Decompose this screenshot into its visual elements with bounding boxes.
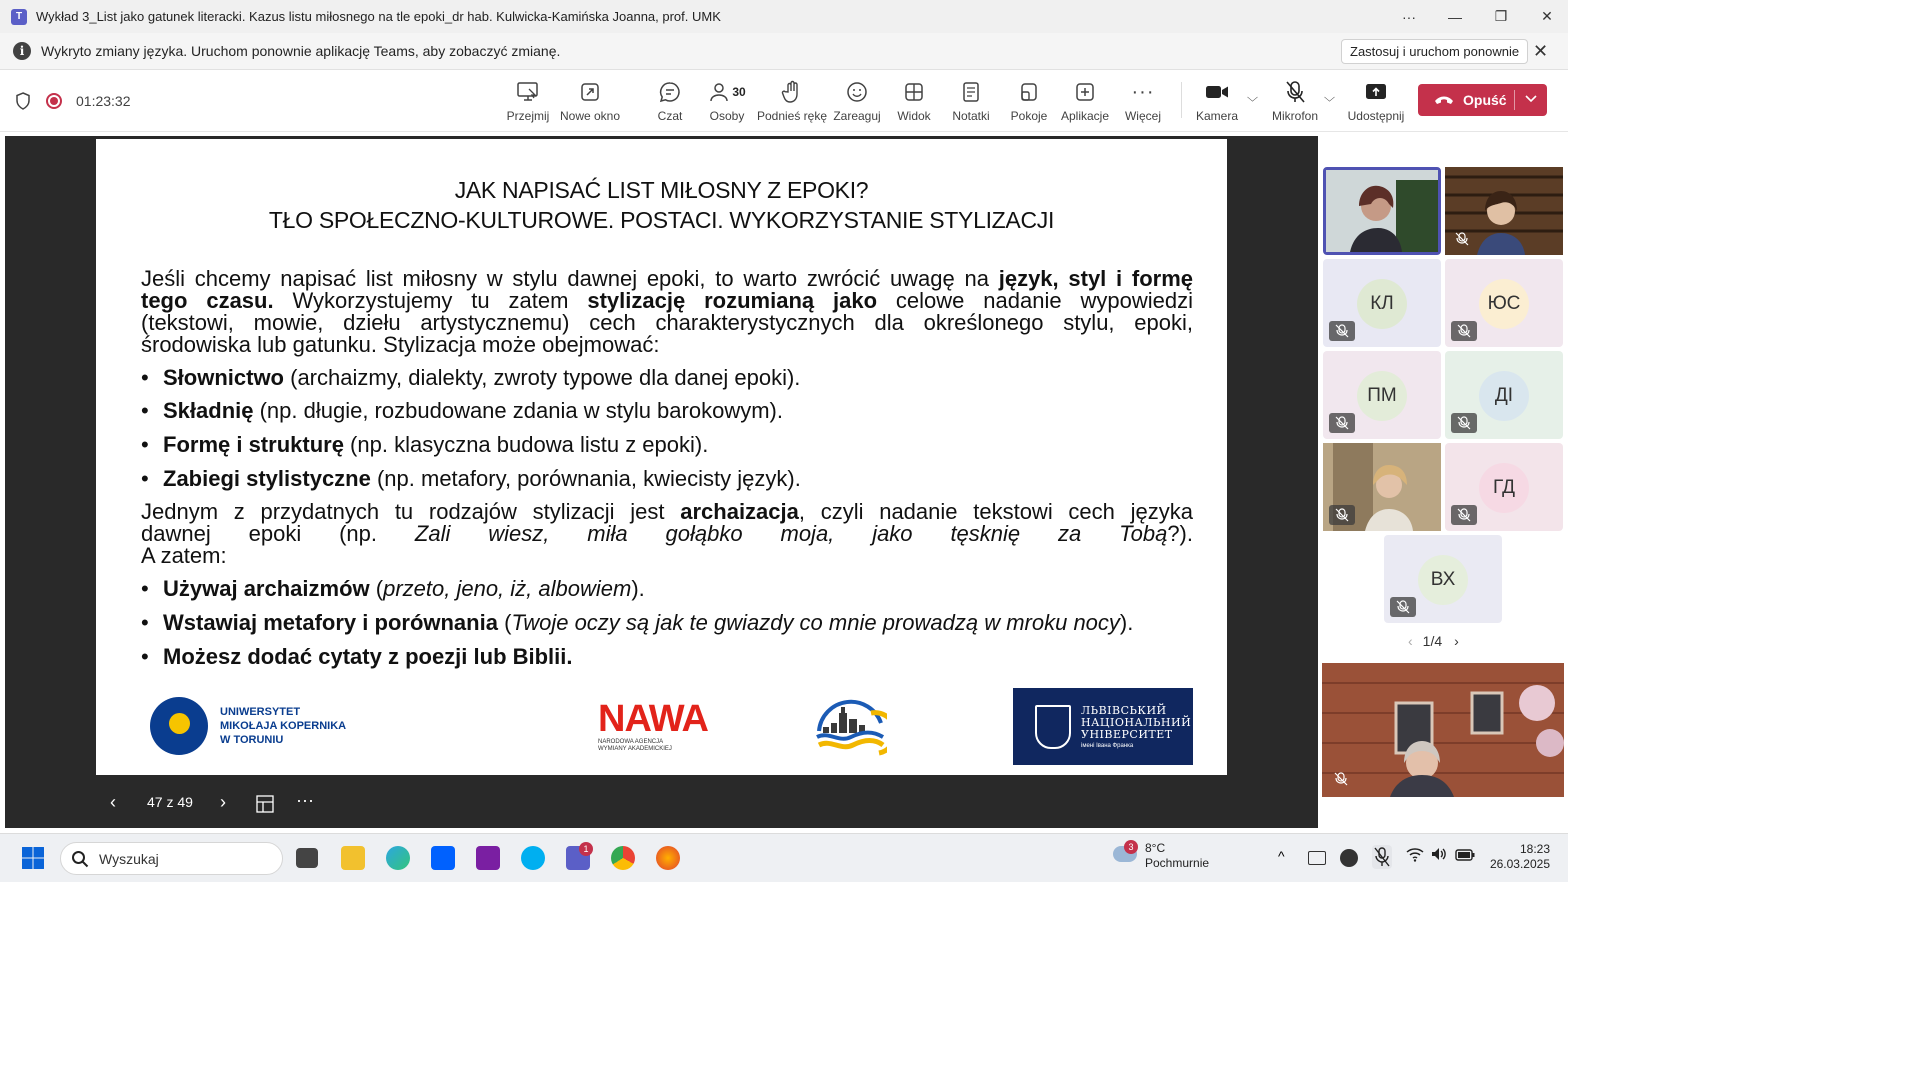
apps-icon [1074, 79, 1096, 105]
edge-browser-icon[interactable] [386, 846, 410, 870]
apps-label: Aplikacje [1060, 109, 1110, 123]
view-button[interactable] [895, 70, 933, 132]
city-logo-icon [811, 693, 887, 759]
next-page-icon[interactable]: › [1454, 633, 1459, 649]
slide-title-line-2: TŁO SPOŁECZNO-KULTUROWE. POSTACI. WYKORZYSTANIE STYLIZACJI [268, 207, 1055, 233]
people-count: 30 [732, 85, 746, 99]
participant-avatar: ДІ [1479, 371, 1529, 421]
leave-button[interactable] [1418, 84, 1547, 116]
slide-page-indicator: 47 z 49 [147, 794, 193, 810]
shared-content-stage [5, 136, 1318, 828]
muted-mic-icon [1390, 597, 1416, 617]
participants-pager: ‹ 1/4 › [1408, 633, 1459, 649]
weather-widget[interactable] [1145, 841, 1209, 871]
camera-label: Kamera [1195, 109, 1239, 123]
microphone-label: Mikrofon [1271, 109, 1318, 123]
rooms-label: Pokoje [1010, 109, 1048, 123]
windows-taskbar [0, 833, 1568, 882]
lnu-logo: ЛЬВІВСЬКИЙ НАЦІОНАЛЬНИЙ УНІВЕРСИТЕТ імені Івана Франка [1013, 688, 1193, 765]
participant-tile[interactable] [1445, 443, 1563, 531]
file-explorer-icon[interactable] [341, 846, 365, 870]
react-label: Zareaguj [833, 109, 881, 123]
muted-mic-icon [1451, 505, 1477, 525]
slide-bullet: • Możesz dodać cytaty z poezji lub Biblii. [141, 644, 573, 669]
react-button[interactable] [832, 70, 882, 132]
meeting-timer: 01:23:32 [76, 93, 131, 109]
more-icon: ··· [1131, 80, 1155, 103]
slide-navigation [5, 784, 405, 824]
previous-slide-icon[interactable]: ‹ [110, 792, 116, 812]
shield-icon[interactable] [15, 92, 31, 110]
chat-button[interactable] [655, 70, 685, 132]
clock-time: 18:23 [1519, 842, 1550, 856]
camera-button[interactable] [1196, 70, 1238, 132]
previous-page-icon[interactable]: ‹ [1408, 633, 1413, 649]
muted-mic-icon [1329, 413, 1355, 433]
participant-tile[interactable] [1323, 443, 1441, 531]
teams-notification-badge: 1 [579, 842, 593, 856]
window-title: Wykład 3_List jako gatunek literacki. Kazus listu miłosnego na tle epoki_dr hab. Kulwicka-Kamińska Joanna, prof. UMK [36, 9, 721, 24]
search-placeholder: Wyszukaj [99, 850, 159, 867]
people-icon [708, 79, 745, 105]
apps-button[interactable] [1061, 70, 1109, 132]
language-change-notice [0, 33, 1568, 70]
show-hidden-icons-chevron-icon[interactable]: ^ [1278, 848, 1285, 864]
participant-tile[interactable] [1445, 351, 1563, 439]
participant-tile[interactable] [1323, 167, 1441, 255]
participant-tile[interactable] [1384, 535, 1502, 623]
slide-paragraph-line: dawnej epoki (np. Zali wiesz, miła gołąbko moja, jako tęsknię za Tobą?). [141, 521, 1193, 546]
camera-icon [1205, 79, 1229, 105]
microphone-options-chevron-icon[interactable]: ﹀ [1324, 97, 1335, 109]
participant-tile[interactable] [1323, 259, 1441, 347]
rooms-icon [1018, 79, 1040, 105]
react-icon [846, 79, 868, 105]
volume-icon[interactable] [1430, 846, 1448, 867]
slide-paragraph-line: środowiska lub gatunku. Stylizacja może obejmować: [141, 332, 660, 357]
slide-paragraph-line: A zatem: [141, 543, 227, 568]
take-control-label: Przejmij [506, 109, 550, 123]
weather-description: Pochmurnie [1145, 856, 1210, 870]
windows-start-icon[interactable] [21, 846, 45, 870]
participant-tile[interactable] [1445, 259, 1563, 347]
participant-video [1322, 663, 1564, 797]
muted-mic-icon [1449, 229, 1475, 249]
lnu-crest-icon [1035, 705, 1071, 749]
window-more-button[interactable]: ··· [1402, 8, 1416, 25]
clock-date: 26.03.2025 [1489, 857, 1550, 871]
teams-app-icon: T [11, 9, 27, 25]
rooms-button[interactable] [1010, 70, 1048, 132]
participants-panel [1318, 136, 1568, 828]
search-icon [71, 850, 89, 868]
notes-button[interactable] [950, 70, 992, 132]
participant-avatar: ВХ [1418, 555, 1468, 605]
raise-hand-button[interactable] [758, 70, 826, 132]
slide-bullet: • Formę i strukturę (np. klasyczna budowa listu z epoki). [141, 432, 709, 457]
toolbar-separator [1181, 82, 1182, 118]
task-view-icon[interactable] [296, 848, 318, 868]
slide-bullet: • Używaj archaizmów (przeto, jeno, iż, albowiem). [141, 576, 645, 601]
leave-options-chevron-icon[interactable] [1524, 91, 1538, 108]
muted-mic-icon [1329, 321, 1355, 341]
participant-tile[interactable] [1445, 167, 1563, 255]
participant-video [1326, 170, 1438, 252]
new-window-button[interactable] [560, 70, 620, 132]
close-window-button[interactable]: ✕ [1541, 8, 1553, 24]
view-icon [903, 79, 925, 105]
title-bar [0, 0, 1568, 33]
participant-avatar: ЮС [1479, 279, 1529, 329]
umk-emblem-icon [150, 697, 208, 755]
raise-hand-icon [781, 79, 803, 105]
firefox-icon[interactable] [656, 846, 680, 870]
slide-paragraph-line: Jeśli chcemy napisać list miłosny w stylu dawnej epoki, to warto zwrócić uwagę na język, styl i formę [141, 266, 1193, 291]
slide-bullet: • Zabiegi stylistyczne (np. metafory, porównania, kwiecisty język). [141, 466, 801, 491]
dropbox-icon[interactable] [431, 846, 455, 870]
participant-avatar: ГД [1479, 463, 1529, 513]
participant-tile[interactable] [1323, 351, 1441, 439]
device-icon[interactable] [1308, 851, 1326, 865]
speaker-video-tile[interactable] [1322, 663, 1564, 797]
raise-hand-label: Podnieś rękę [756, 109, 828, 123]
notice-text: Wykryto zmiany języka. Uruchom ponownie aplikację Teams, aby zobaczyć zmianę. [41, 43, 561, 59]
mic-muted-tray-icon[interactable] [1372, 845, 1392, 869]
muted-mic-icon [1451, 321, 1477, 341]
people-label: Osoby [709, 109, 745, 123]
weather-badge: 3 [1124, 840, 1138, 854]
meeting-toolbar [0, 70, 1568, 132]
hang-up-icon [1434, 92, 1454, 108]
chat-label: Czat [657, 109, 683, 123]
maximize-button[interactable]: ❐ [1494, 8, 1508, 24]
share-label: Udostępnij [1347, 109, 1405, 123]
share-button[interactable] [1347, 70, 1405, 132]
muted-mic-icon [1328, 769, 1354, 789]
presentation-slide [96, 139, 1227, 775]
weather-temperature: 8°C [1145, 841, 1166, 855]
skype-icon[interactable] [521, 846, 545, 870]
share-icon [1365, 79, 1387, 105]
minimize-button[interactable]: — [1448, 8, 1462, 25]
taskbar-search-box[interactable] [60, 842, 283, 875]
close-icon[interactable]: ✕ [1533, 41, 1549, 61]
people-button[interactable] [706, 70, 748, 132]
wifi-icon[interactable] [1406, 846, 1424, 867]
system-clock[interactable] [1488, 842, 1550, 872]
muted-mic-icon [1329, 505, 1355, 525]
slide-paragraph-line: (tekstowi, mowie, dziełu artystycznemu) cech charakterystycznych dla określonego stylu, epoki, [141, 310, 1193, 335]
nawa-logo: NAWA NARODOWA AGENCJA WYMIANY AKADEMICKIEJ [598, 698, 708, 752]
participant-avatar: КЛ [1357, 279, 1407, 329]
take-control-button[interactable] [508, 70, 548, 132]
slide-grid-icon[interactable] [255, 794, 275, 817]
slide-paragraph-line: tego czasu. Wykorzystujemy tu zatem stylizację rozumianą jako celowe nadanie wypowiedzi [141, 288, 1193, 313]
notes-icon [961, 79, 981, 105]
apply-restart-button[interactable]: Zastosuj i uruchom ponownie [1341, 39, 1528, 64]
slide-more-icon[interactable]: ··· [296, 790, 314, 810]
chrome-icon[interactable] [611, 846, 635, 870]
slide-paragraph-line: Jednym z przydatnych tu rodzajów stylizacji jest archaizacja, czyli nadanie tekstowi cech języka [141, 499, 1193, 524]
participant-avatar: ПМ [1357, 371, 1407, 421]
camera-options-chevron-icon[interactable]: ﹀ [1247, 97, 1258, 109]
notification-center-icon[interactable] [1340, 849, 1358, 867]
muted-mic-icon [1451, 413, 1477, 433]
info-icon: i [13, 42, 31, 60]
notes-label: Notatki [952, 109, 990, 123]
next-slide-icon[interactable]: › [220, 792, 226, 812]
battery-icon[interactable] [1455, 848, 1475, 866]
leave-label: Opuść [1463, 92, 1507, 108]
leave-divider [1514, 90, 1515, 110]
stream-app-icon[interactable] [476, 846, 500, 870]
slide-bullet: • Składnię (np. długie, rozbudowane zdania w stylu barokowym). [141, 398, 783, 423]
take-control-icon [516, 79, 540, 105]
view-label: Widok [897, 109, 931, 123]
slide-bullet: • Słownictwo (archaizmy, dialekty, zwroty typowe dla danej epoki). [141, 365, 801, 390]
mic-off-icon [1284, 79, 1306, 105]
microphone-button[interactable] [1270, 70, 1320, 132]
recording-icon [46, 93, 62, 109]
more-label: Więcej [1124, 109, 1161, 123]
slide-bullet: • Wstawiaj metafory i porównania (Twoje oczy są jak te gwiazdy co mnie prowadzą w mroku nocy). [141, 610, 1134, 635]
umk-logo: UNIWERSYTET MIKOŁAJA KOPERNIKA W TORUNIU [150, 697, 346, 755]
more-button[interactable] [1124, 70, 1162, 132]
new-window-label: Nowe okno [559, 109, 621, 123]
new-window-icon [579, 79, 601, 105]
chat-icon [658, 79, 682, 105]
slide-title-line-1: JAK NAPISAĆ LIST MIŁOSNY Z EPOKI? [454, 177, 869, 203]
